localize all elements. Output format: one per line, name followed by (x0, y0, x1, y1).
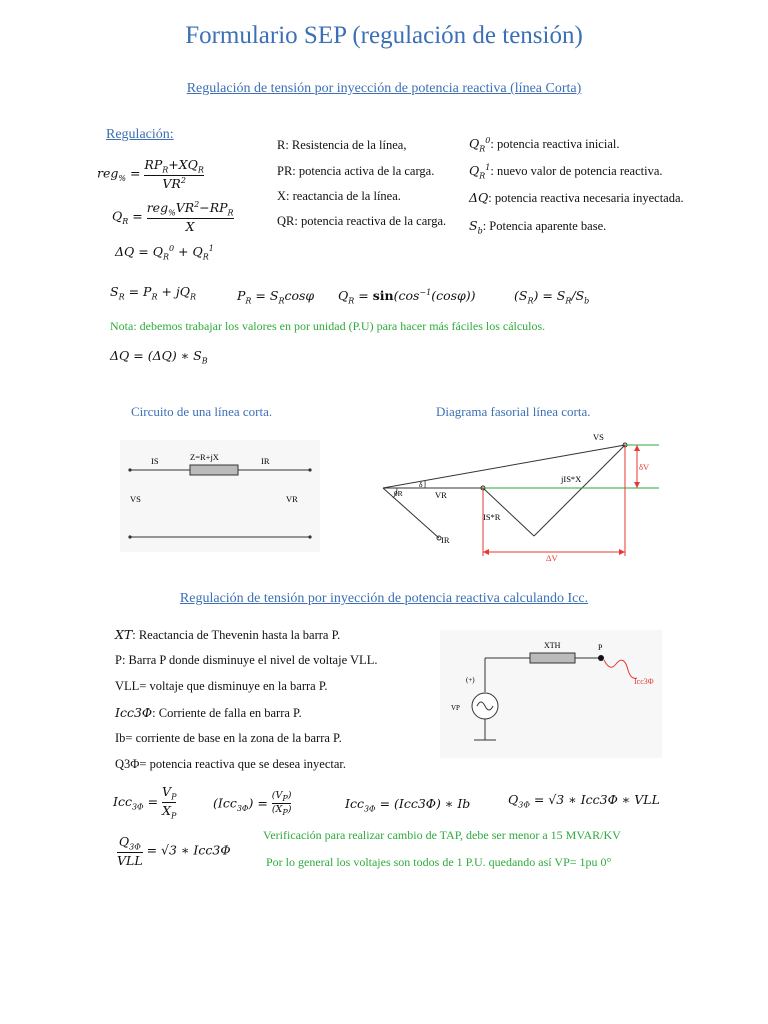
def-vll: VLL= voltaje que disminuye en la barra P. (115, 679, 328, 693)
qr-formula: $Q_R$ = $\frac{reg_{\%}VR^2-RP_R}{X}$ (112, 200, 234, 235)
dv-arrowhead-bottom (634, 482, 640, 488)
def-xt: XT: Reactancia de Thevenin hasta la barra P. (115, 627, 341, 642)
phasor-dv-label: ΔV (546, 553, 558, 563)
terminal-left-bottom (128, 535, 131, 538)
plus-label: (+) (466, 676, 475, 684)
def-r: R: Resistencia de la línea, (277, 138, 407, 152)
def-icc3f: Icc3Φ: Corriente de falla en barra P. (115, 705, 302, 720)
is-label: IS (151, 456, 159, 466)
q3f-vll-formula: $\frac{Q_{3\Phi}}{\text{VLL}}$ = √3 ∗ Icc3Φ (117, 834, 231, 869)
z-label: Z=R+jX (190, 452, 219, 462)
phasor-ir-label: IR (441, 535, 450, 545)
regulacion-label: Regulación: (106, 127, 174, 142)
sr-pu-formula: $(S_R) = S_R/S_b$ (514, 288, 590, 306)
dv-arrowhead-top (634, 445, 640, 451)
page-title: Formulario SEP (regulación de tensión) (185, 22, 583, 49)
terminal-right-top (308, 468, 311, 471)
section2-heading: Regulación de tensión por inyección de potencia reactiva calculando Icc. (179, 591, 589, 606)
icc-vp-xp-formula: Icc$_{3\Phi}$ = $\frac{V_P}{X_P}$ (113, 784, 177, 821)
xth-label: XTH (544, 641, 561, 650)
voltage-note: Por lo general los voltajes son todos de 1 P.U. quedando así VP= 1pu 0° (266, 855, 612, 869)
thevenin-circuit (440, 630, 662, 758)
icc-ib-formula: Icc$_{3\Phi}$ = (Icc3Φ) ∗ Ib (345, 796, 471, 814)
delta-v-arrowhead-left (483, 549, 489, 555)
tap-note: Verificación para realizar cambio de TAP, debe ser menor a 15 MVAR/KV (263, 828, 621, 842)
vp-label: VP (451, 704, 460, 712)
section1-heading: Regulación de tensión por inyección de potencia reactiva (línea Corta) (186, 81, 582, 96)
pu-note: Nota: debemos trabajar los valores en por unidad (P.U) para hacer más fáciles los cálculos. (110, 319, 546, 333)
vs-label: VS (130, 494, 141, 504)
ir-label: IR (261, 456, 270, 466)
phasor-isr-label: IS*R (483, 512, 501, 522)
phasor-delta-label: δ (419, 480, 423, 489)
phasor-vs-label: VS (593, 432, 604, 442)
def-sb: $S_b$: Potencia aparente base. (469, 218, 607, 236)
impedance-resistor (190, 465, 238, 475)
phasor-jisx-label: jIS*X (561, 474, 582, 484)
p-label: P (598, 643, 603, 652)
def-delta-q: ΔQ: potencia reactiva necesaria inyectada. (469, 190, 684, 205)
ir-phasor (383, 488, 439, 538)
icc-pu-formula: (Icc$_{3\Phi}$) = $\frac{(V_P)}{(X_P)}$ (213, 790, 292, 818)
delta-v-arrowhead-right (619, 549, 625, 555)
def-p: P: Barra P donde disminuye el nivel de voltaje VLL. (115, 653, 378, 667)
pr-formula: $P_R = S_R\cos\varphi$ (237, 288, 315, 306)
phasor-vr-label: VR (435, 490, 447, 500)
icc-label: Icc3Φ (634, 677, 654, 686)
phasor-dv-vertical-label: δV (639, 462, 650, 472)
def-qr: QR: potencia reactiva de la carga. (277, 214, 447, 228)
def-q3f: Q3Φ= potencia reactiva que se desea inyectar. (115, 757, 347, 771)
def-ib: Ib= corriente de base en la zona de la barra P. (115, 731, 342, 745)
def-pr: PR: potencia activa de la carga. (277, 164, 435, 178)
circuit-title: Circuito de una línea corta. (131, 404, 273, 419)
def-qr1: $Q_R^1$: nuevo valor de potencia reactiva. (469, 163, 663, 181)
def-qr0: $Q_R^0$: potencia reactiva inicial. (469, 136, 620, 154)
short-line-circuit (120, 440, 320, 552)
terminal-left-top (128, 468, 131, 471)
phasor-title: Diagrama fasorial línea corta. (436, 404, 591, 419)
phasor-theta-label: θR (394, 489, 403, 498)
reg-formula: reg$_{\%}$ = $\frac{RP_R+XQ_R}{VR^2}$ (97, 157, 204, 192)
sr-formula: $S_R = P_R + jQ_R$ (110, 284, 197, 302)
q3f-formula: $Q_{3\Phi} = √3$ ∗ Icc3Φ ∗ VLL (508, 792, 660, 810)
vr-label: VR (286, 494, 298, 504)
terminal-right-bottom (308, 535, 311, 538)
delta-q-base-formula: ΔQ = (ΔQ) ∗ $S_B$ (110, 348, 208, 366)
phasor-diagram (375, 428, 665, 566)
bus-p-node (598, 655, 604, 661)
xth-resistor (530, 653, 575, 663)
def-x: X: reactancia de la línea. (277, 189, 401, 203)
qr-sin-formula: $Q_R = \sin(\cos^{-1}(\cos\varphi))$ (338, 288, 476, 306)
delta-q-formula: $\Delta Q = Q_R^0 + Q_R^1$ (115, 244, 214, 262)
